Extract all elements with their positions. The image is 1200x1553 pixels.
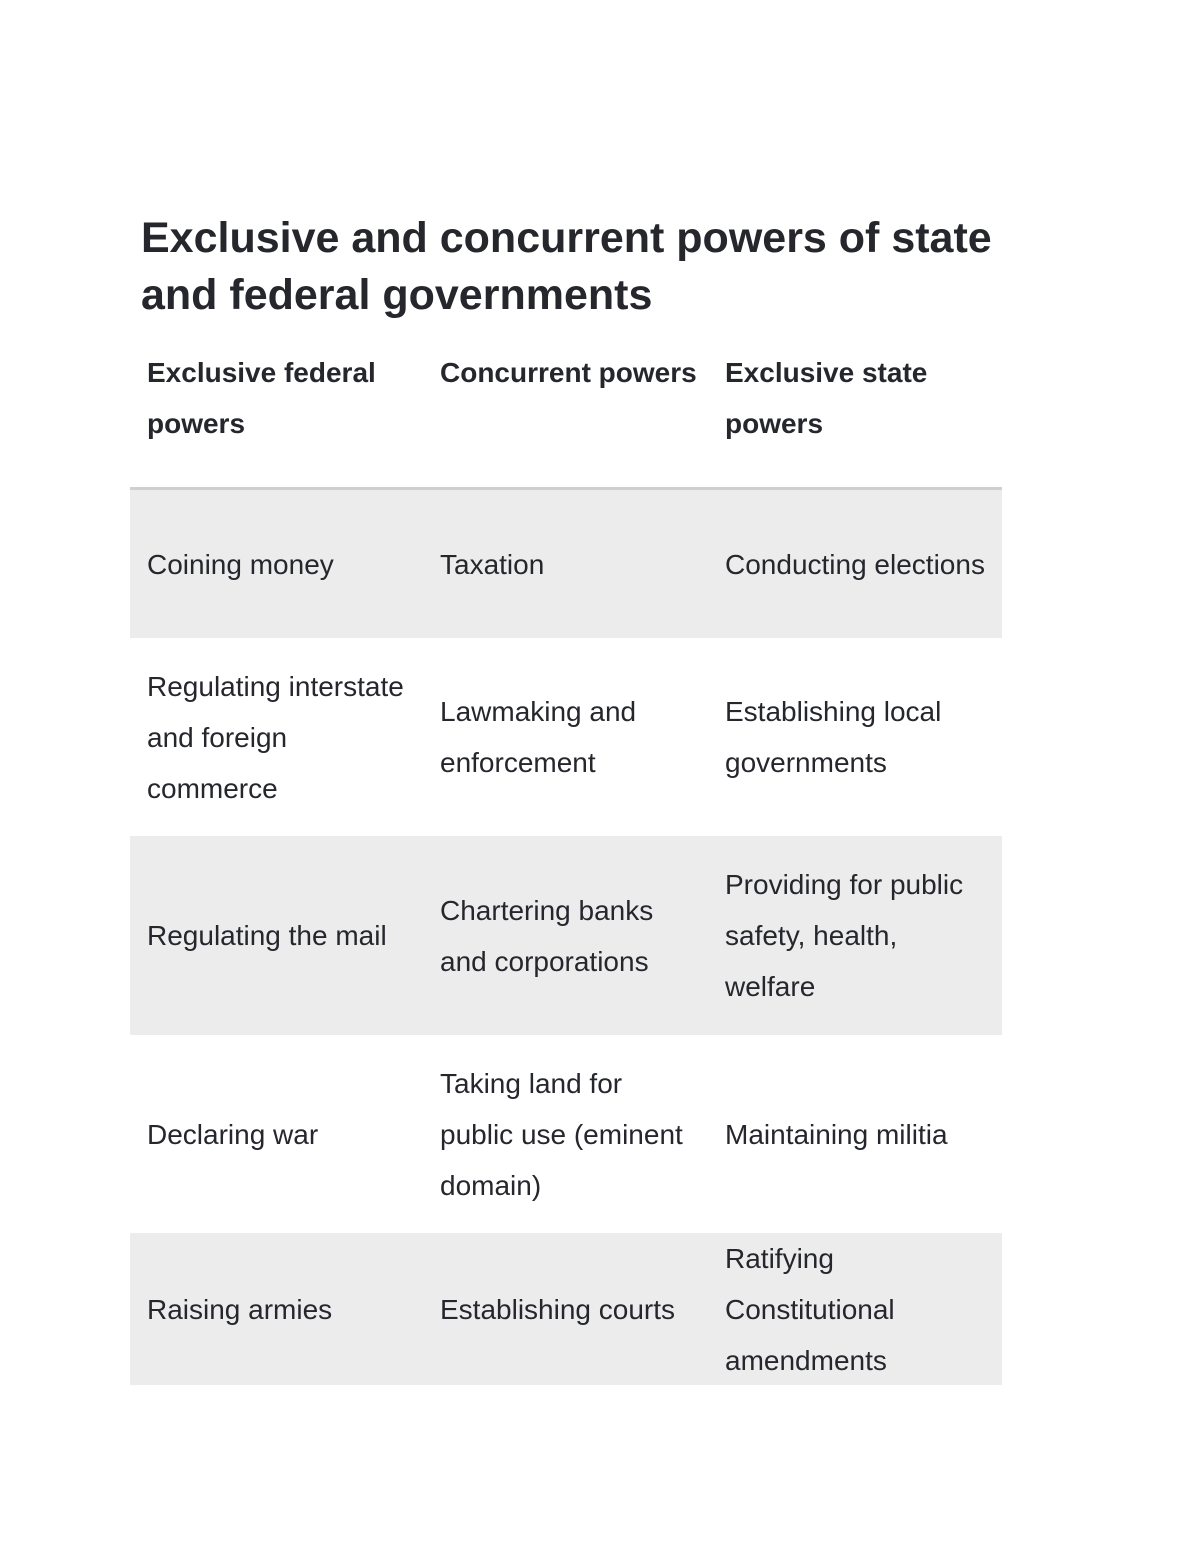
table-row (130, 490, 1002, 638)
table-row (130, 638, 1002, 836)
table-row (130, 1233, 1002, 1385)
page-title: Exclusive and concurrent powers of state and federal governments (141, 214, 992, 319)
table-cell: Regulating the mail (147, 920, 387, 951)
table-cell: Chartering banks and corporations (440, 894, 654, 977)
table-cell: Taxation (440, 548, 545, 580)
table-cell: Regulating interstate and foreign commerce (147, 670, 404, 804)
powers-table (130, 347, 1002, 1385)
table-cell: Establishing courts (440, 1293, 676, 1325)
table-cell: Raising armies (147, 1293, 333, 1325)
table-cell: Coining money (147, 548, 334, 580)
table-cell: Taking land for public use (eminent domain) (440, 1067, 683, 1201)
table-cell: Establishing local governments (725, 696, 942, 778)
table-cell: Declaring war (147, 1118, 319, 1150)
table-header-row (130, 347, 1002, 490)
table-row (130, 1035, 1002, 1233)
table-row (130, 836, 1002, 1035)
table-cell: Ratifying Constitutional amendments (725, 1242, 895, 1376)
header-concurrent: Concurrent powers (440, 357, 697, 388)
table-cell: Maintaining militia (725, 1118, 948, 1150)
table-cell: Conducting elections (725, 548, 985, 580)
table-cell: Providing for public safety, health, welfare (725, 869, 964, 1002)
header-exclusive-federal: Exclusive federal powers (147, 357, 376, 439)
header-exclusive-state: Exclusive state powers (725, 357, 928, 439)
table-cell: Lawmaking and enforcement (440, 696, 637, 778)
